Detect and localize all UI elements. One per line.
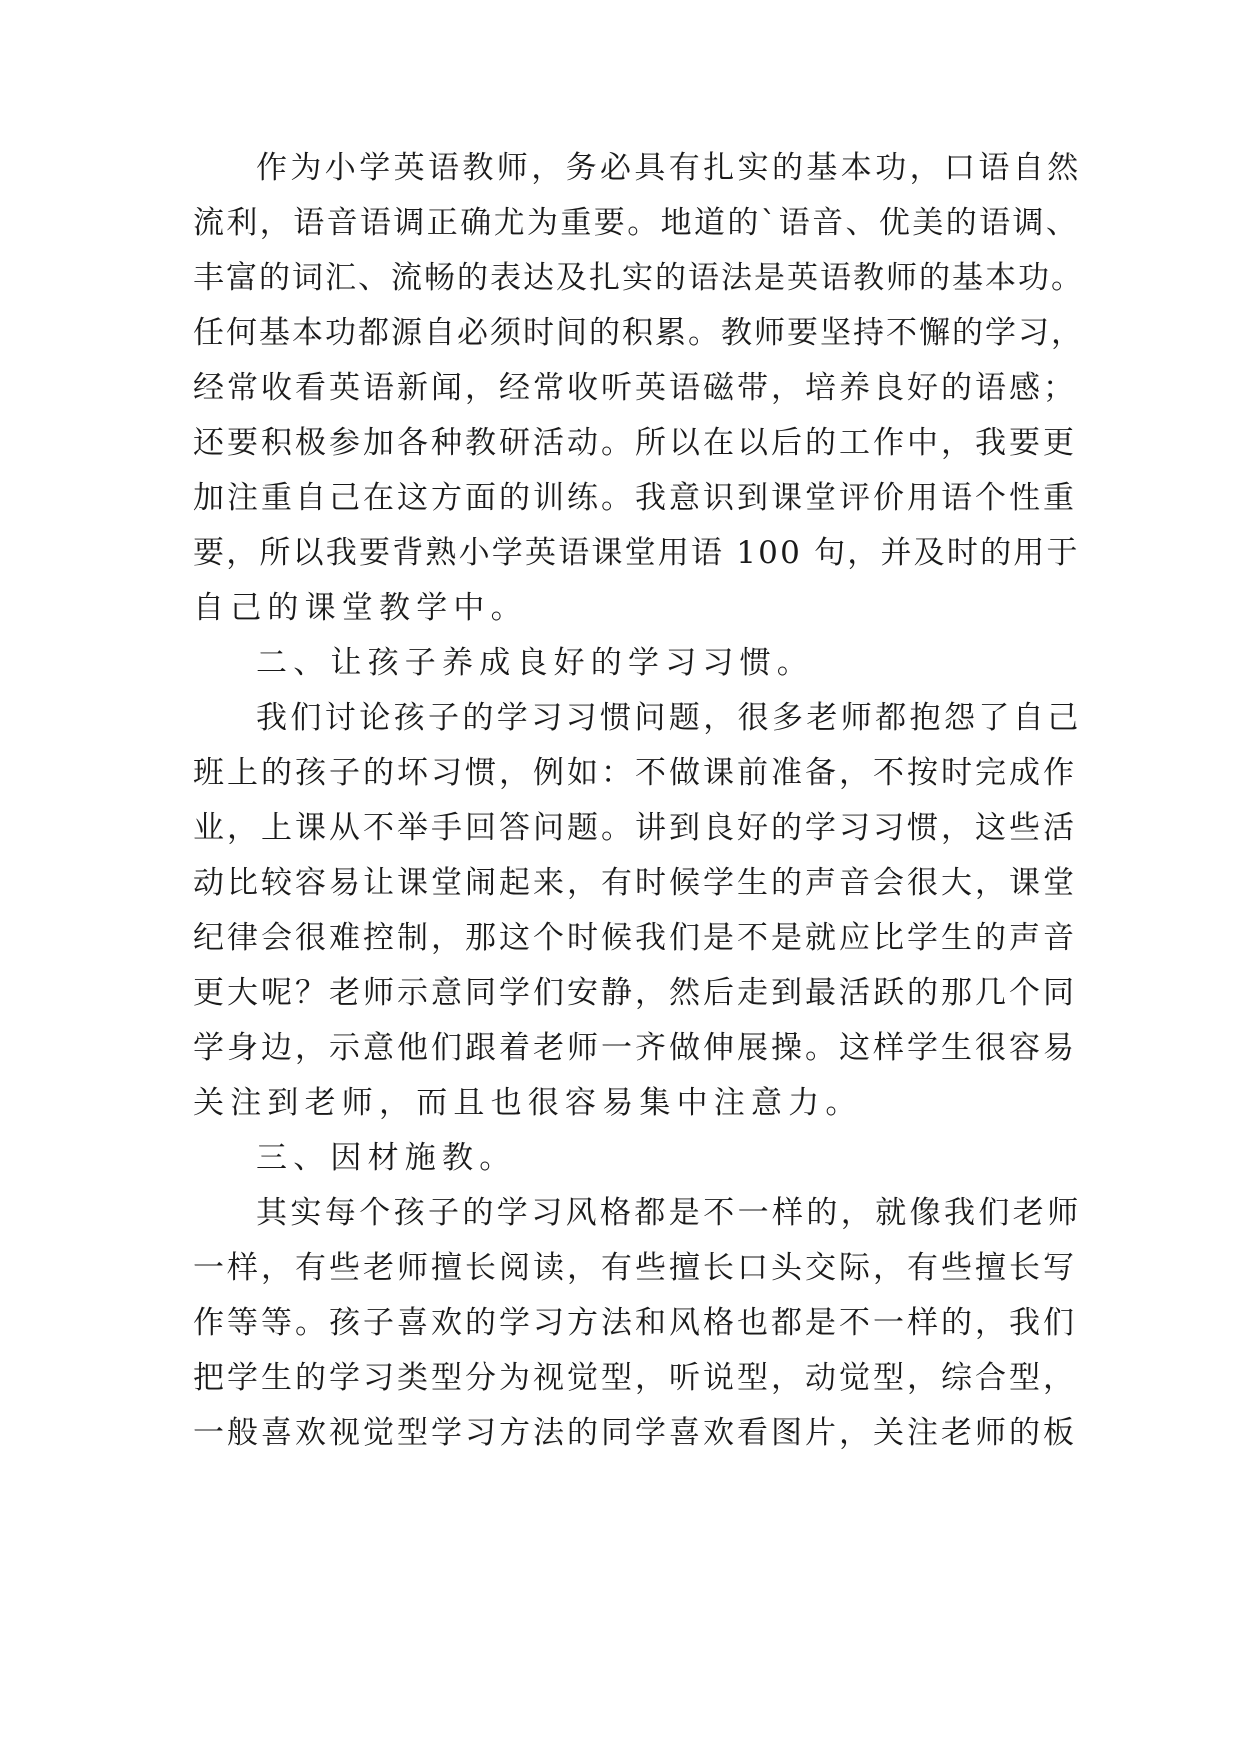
text-line: 作等等。孩子喜欢的学习方法和风格也都是不一样的，我们	[193, 1305, 1077, 1341]
text-line: 班上的孩子的坏习惯，例如：不做课前准备，不按时完成作	[193, 755, 1077, 791]
text-line: 作为小学英语教师，务必具有扎实的基本功，口语自然	[256, 150, 1082, 186]
text-line: 动比较容易让课堂闹起来，有时候学生的声音会很大，课堂	[193, 865, 1077, 901]
text-line: 关注到老师，而且也很容易集中注意力。	[193, 1085, 863, 1121]
text-line: 其实每个孩子的学习风格都是不一样的，就像我们老师	[256, 1195, 1082, 1231]
text-line: 流利，语音语调正确尤为重要。地道的`语音、优美的语调、	[193, 205, 1080, 241]
text-line: 经常收看英语新闻，经常收听英语磁带，培养良好的语感；	[193, 370, 1077, 406]
text-line: 还要积极参加各种教研活动。所以在以后的工作中，我要更	[193, 425, 1077, 461]
text-line: 一样，有些老师擅长阅读，有些擅长口头交际，有些擅长写	[193, 1250, 1077, 1286]
text-line: 纪律会很难控制，那这个时候我们是不是就应比学生的声音	[193, 920, 1077, 956]
section-heading: 二、让孩子养成良好的学习习惯。	[256, 645, 814, 681]
text-line: 学身边，示意他们跟着老师一齐做伸展操。这样学生很容易	[193, 1030, 1077, 1066]
text-line: 自己的课堂教学中。	[193, 590, 528, 626]
text-line: 业，上课从不举手回答问题。讲到良好的学习习惯，这些活	[193, 810, 1077, 846]
text-line: 要，所以我要背熟小学英语课堂用语 100 句，并及时的用于	[193, 535, 1080, 571]
text-line: 一般喜欢视觉型学习方法的同学喜欢看图片，关注老师的板	[193, 1415, 1077, 1451]
text-line: 把学生的学习类型分为视觉型，听说型，动觉型，综合型，	[193, 1360, 1077, 1396]
text-line: 丰富的词汇、流畅的表达及扎实的语法是英语教师的基本功。	[193, 260, 1084, 296]
section-heading: 三、因材施教。	[256, 1140, 517, 1176]
text-line: 加注重自己在这方面的训练。我意识到课堂评价用语个性重	[193, 480, 1077, 516]
text-line: 更大呢？老师示意同学们安静，然后走到最活跃的那几个同	[193, 975, 1077, 1011]
text-line: 我们讨论孩子的学习习惯问题，很多老师都抱怨了自己	[256, 700, 1082, 736]
text-line: 任何基本功都源自必须时间的积累。教师要坚持不懈的学习，	[193, 315, 1084, 351]
